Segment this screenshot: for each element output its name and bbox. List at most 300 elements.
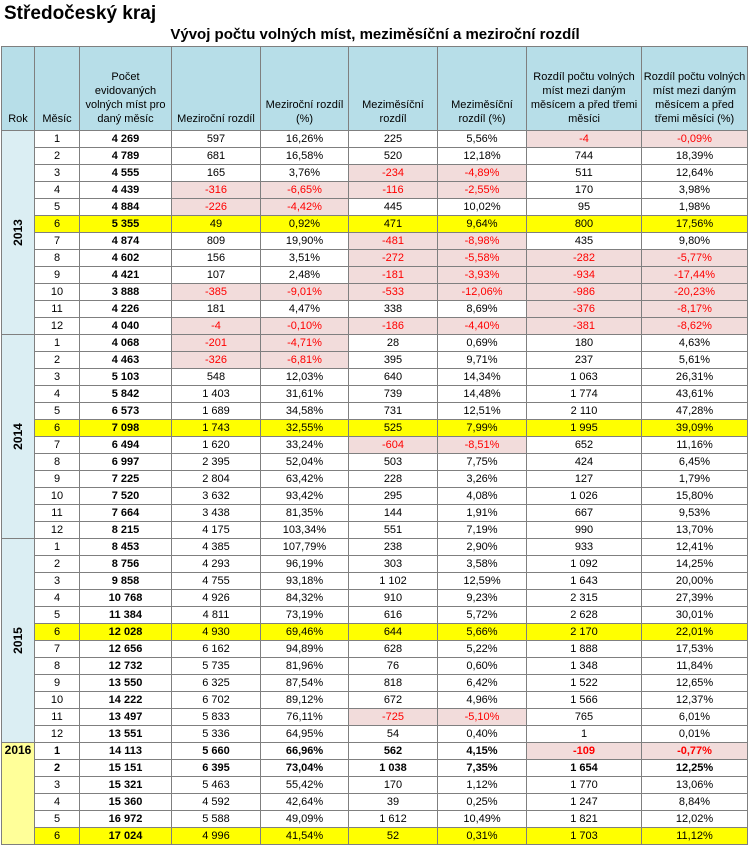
cell-yoy: 49 [172,216,261,233]
cell-yoy-pct: 73,04% [261,760,349,777]
table-row [2,403,748,420]
cell-month: 12 [35,522,80,539]
cell-mom-pct: 1,12% [438,777,527,794]
cell-yoy-pct: -4,42% [261,199,349,216]
cell-count: 4 439 [80,182,172,199]
cell-diff3: 2 110 [527,403,642,420]
cell-count: 11 384 [80,607,172,624]
cell-yoy: 809 [172,233,261,250]
table-row [2,369,748,386]
cell-yoy-pct: -6,65% [261,182,349,199]
cell-yoy-pct: 81,96% [261,658,349,675]
cell-yoy: 156 [172,250,261,267]
cell-mom-pct: 9,71% [438,352,527,369]
cell-mom: 739 [349,386,438,403]
cell-yoy-pct: -6,81% [261,352,349,369]
cell-diff3: 1 566 [527,692,642,709]
cell-yoy-pct: 93,42% [261,488,349,505]
table-row [2,267,748,284]
cell-month: 8 [35,454,80,471]
cell-yoy: 165 [172,165,261,182]
table-row [2,131,748,148]
cell-mom: 295 [349,488,438,505]
cell-mom: 54 [349,726,438,743]
cell-month: 6 [35,828,80,845]
table-row [2,811,748,828]
table-row [2,624,748,641]
cell-mom: 520 [349,148,438,165]
table-body [2,131,748,845]
header-mezimes: Meziměsíční rozdíl [349,47,438,131]
cell-mom: 818 [349,675,438,692]
cell-mom-pct: 0,31% [438,828,527,845]
cell-mom: 525 [349,420,438,437]
cell-mom-pct: 9,64% [438,216,527,233]
cell-mom: -533 [349,284,438,301]
cell-yoy: 6 162 [172,641,261,658]
cell-mom: 551 [349,522,438,539]
cell-diff3-pct: 11,16% [642,437,748,454]
cell-month: 6 [35,420,80,437]
cell-diff3-pct: -8,62% [642,318,748,335]
vacancies-table [1,46,748,845]
cell-mom-pct: 1,91% [438,505,527,522]
cell-month: 2 [35,148,80,165]
header-mesic: Měsíc [35,47,80,131]
cell-yoy: -4 [172,318,261,335]
cell-month: 12 [35,318,80,335]
cell-mom-pct: 5,66% [438,624,527,641]
cell-count: 13 551 [80,726,172,743]
cell-diff3: 424 [527,454,642,471]
cell-mom: -725 [349,709,438,726]
cell-mom: -604 [349,437,438,454]
cell-mom: 672 [349,692,438,709]
cell-count: 12 028 [80,624,172,641]
cell-count: 12 656 [80,641,172,658]
cell-count: 14 222 [80,692,172,709]
cell-count: 5 103 [80,369,172,386]
cell-mom-pct: -4,40% [438,318,527,335]
cell-mom: 39 [349,794,438,811]
cell-month: 1 [35,131,80,148]
cell-mom: 76 [349,658,438,675]
cell-diff3-pct: -8,17% [642,301,748,318]
cell-count: 8 756 [80,556,172,573]
cell-yoy: -316 [172,182,261,199]
cell-mom-pct: 12,59% [438,573,527,590]
cell-mom: 471 [349,216,438,233]
cell-diff3-pct: 12,64% [642,165,748,182]
cell-diff3-pct: 47,28% [642,403,748,420]
cell-diff3-pct: 15,80% [642,488,748,505]
cell-diff3: -109 [527,743,642,760]
cell-diff3-pct: 17,56% [642,216,748,233]
cell-count: 15 360 [80,794,172,811]
cell-month: 9 [35,675,80,692]
cell-diff3: 667 [527,505,642,522]
table-row [2,454,748,471]
table-row [2,675,748,692]
cell-mom-pct: 10,02% [438,199,527,216]
cell-yoy: 3 632 [172,488,261,505]
cell-diff3: 1 026 [527,488,642,505]
cell-mom-pct: 3,58% [438,556,527,573]
cell-count: 4 789 [80,148,172,165]
cell-yoy-pct: 81,35% [261,505,349,522]
cell-yoy-pct: 84,32% [261,590,349,607]
cell-month: 5 [35,607,80,624]
cell-diff3-pct: 39,09% [642,420,748,437]
year-cell [2,539,35,743]
cell-month: 10 [35,692,80,709]
cell-mom: -234 [349,165,438,182]
cell-yoy: 4 592 [172,794,261,811]
cell-yoy-pct: 42,64% [261,794,349,811]
year-label: 2014 [10,423,25,450]
cell-mom-pct: -4,89% [438,165,527,182]
cell-yoy: 548 [172,369,261,386]
cell-mom-pct: 4,08% [438,488,527,505]
cell-yoy: 4 755 [172,573,261,590]
cell-yoy: 4 926 [172,590,261,607]
cell-mom: 52 [349,828,438,845]
cell-month: 5 [35,199,80,216]
cell-count: 4 463 [80,352,172,369]
header-meziroc-pct: Meziroční rozdíl (%) [261,47,349,131]
cell-diff3: 127 [527,471,642,488]
cell-mom: -481 [349,233,438,250]
cell-mom-pct: -12,06% [438,284,527,301]
cell-yoy-pct: 16,26% [261,131,349,148]
cell-diff3: 744 [527,148,642,165]
cell-diff3-pct: 8,84% [642,794,748,811]
cell-count: 10 768 [80,590,172,607]
table-row [2,794,748,811]
cell-diff3-pct: 1,98% [642,199,748,216]
cell-diff3: 435 [527,233,642,250]
cell-mom-pct: 4,96% [438,692,527,709]
cell-diff3: 1 643 [527,573,642,590]
cell-diff3: 765 [527,709,642,726]
cell-month: 9 [35,267,80,284]
cell-diff3: 1 703 [527,828,642,845]
cell-diff3: 800 [527,216,642,233]
cell-yoy-pct: 73,19% [261,607,349,624]
cell-diff3-pct: 0,01% [642,726,748,743]
cell-month: 5 [35,811,80,828]
table-row [2,556,748,573]
cell-mom-pct: 14,48% [438,386,527,403]
cell-month: 2 [35,760,80,777]
table-row [2,692,748,709]
cell-diff3: 933 [527,539,642,556]
cell-mom-pct: 5,56% [438,131,527,148]
cell-count: 5 355 [80,216,172,233]
cell-yoy: 1 743 [172,420,261,437]
cell-yoy-pct: 76,11% [261,709,349,726]
cell-month: 3 [35,165,80,182]
header-pocet: Počet evidovaných volných míst pro daný měsíc [80,47,172,131]
header-rozdil3: Rozdíl počtu volných míst mezi daným měsícem a před třemi měsíci [527,47,642,131]
cell-mom-pct: 7,99% [438,420,527,437]
cell-count: 6 573 [80,403,172,420]
cell-diff3-pct: 11,12% [642,828,748,845]
cell-diff3-pct: 27,39% [642,590,748,607]
table-row [2,165,748,182]
cell-yoy-pct: 3,76% [261,165,349,182]
cell-yoy: 5 336 [172,726,261,743]
table-row [2,658,748,675]
table-row [2,250,748,267]
cell-diff3: 1 995 [527,420,642,437]
cell-mom: 1 038 [349,760,438,777]
cell-diff3-pct: 14,25% [642,556,748,573]
cell-diff3-pct: 9,53% [642,505,748,522]
header-mezimes-pct: Meziměsíční rozdíl (%) [438,47,527,131]
cell-count: 4 602 [80,250,172,267]
cell-yoy: 5 735 [172,658,261,675]
year-cell [2,131,35,335]
cell-yoy-pct: 52,04% [261,454,349,471]
cell-mom-pct: 7,35% [438,760,527,777]
cell-count: 15 151 [80,760,172,777]
cell-count: 6 494 [80,437,172,454]
cell-diff3: 2 628 [527,607,642,624]
cell-diff3-pct: -17,44% [642,267,748,284]
cell-mom-pct: 12,18% [438,148,527,165]
cell-yoy: 4 293 [172,556,261,573]
cell-month: 6 [35,216,80,233]
table-row [2,216,748,233]
cell-month: 7 [35,437,80,454]
cell-mom-pct: 9,23% [438,590,527,607]
cell-count: 5 842 [80,386,172,403]
year-label: 2013 [10,219,25,246]
cell-mom-pct: -5,58% [438,250,527,267]
table-row [2,284,748,301]
cell-yoy: 5 588 [172,811,261,828]
cell-mom: 170 [349,777,438,794]
cell-yoy: 4 385 [172,539,261,556]
cell-month: 6 [35,624,80,641]
cell-diff3-pct: 26,31% [642,369,748,386]
cell-yoy-pct: 0,92% [261,216,349,233]
cell-diff3: 1 [527,726,642,743]
cell-yoy: 6 702 [172,692,261,709]
cell-yoy: 5 660 [172,743,261,760]
cell-count: 12 732 [80,658,172,675]
cell-count: 8 215 [80,522,172,539]
cell-mom-pct: 0,40% [438,726,527,743]
cell-diff3-pct: 12,37% [642,692,748,709]
cell-yoy-pct: 87,54% [261,675,349,692]
cell-mom-pct: 2,90% [438,539,527,556]
cell-mom: 503 [349,454,438,471]
cell-diff3-pct: 12,02% [642,811,748,828]
table-row [2,233,748,250]
cell-diff3-pct: 12,65% [642,675,748,692]
cell-month: 4 [35,794,80,811]
cell-diff3-pct: 4,63% [642,335,748,352]
header-meziroc: Meziroční rozdíl [172,47,261,131]
cell-count: 3 888 [80,284,172,301]
cell-diff3: 2 315 [527,590,642,607]
cell-diff3: 511 [527,165,642,182]
cell-mom-pct: 4,15% [438,743,527,760]
cell-diff3-pct: 13,06% [642,777,748,794]
cell-count: 7 098 [80,420,172,437]
cell-mom-pct: -3,93% [438,267,527,284]
cell-yoy: -201 [172,335,261,352]
table-row [2,726,748,743]
cell-yoy-pct: 89,12% [261,692,349,709]
cell-count: 16 972 [80,811,172,828]
table-subtitle: Vývoj počtu volných míst, meziměsíční a meziroční rozdíl [170,26,580,43]
table-row [2,386,748,403]
table-row [2,777,748,794]
cell-mom: 1 612 [349,811,438,828]
cell-yoy-pct: -0,10% [261,318,349,335]
table-row [2,318,748,335]
cell-diff3-pct: -0,77% [642,743,748,760]
cell-mom: 910 [349,590,438,607]
cell-month: 4 [35,590,80,607]
cell-diff3: 1 770 [527,777,642,794]
cell-yoy: 1 689 [172,403,261,420]
cell-diff3-pct: 1,79% [642,471,748,488]
table-row [2,522,748,539]
cell-diff3-pct: -5,77% [642,250,748,267]
cell-count: 15 321 [80,777,172,794]
cell-count: 4 226 [80,301,172,318]
cell-count: 17 024 [80,828,172,845]
cell-month: 1 [35,335,80,352]
cell-diff3: -934 [527,267,642,284]
cell-mom: 303 [349,556,438,573]
cell-mom-pct: 7,19% [438,522,527,539]
cell-diff3: -282 [527,250,642,267]
cell-diff3-pct: -0,09% [642,131,748,148]
cell-diff3: 1 063 [527,369,642,386]
cell-count: 4 874 [80,233,172,250]
cell-month: 11 [35,301,80,318]
cell-diff3: 1 888 [527,641,642,658]
cell-yoy-pct: 32,55% [261,420,349,437]
cell-yoy-pct: 66,96% [261,743,349,760]
cell-yoy-pct: 64,95% [261,726,349,743]
cell-diff3: 2 170 [527,624,642,641]
cell-month: 5 [35,403,80,420]
cell-yoy-pct: 94,89% [261,641,349,658]
table-row [2,488,748,505]
cell-yoy: -326 [172,352,261,369]
table-row [2,182,748,199]
cell-count: 7 664 [80,505,172,522]
cell-yoy: 3 438 [172,505,261,522]
cell-count: 4 040 [80,318,172,335]
cell-yoy: 5 833 [172,709,261,726]
cell-yoy: 4 811 [172,607,261,624]
cell-yoy: 4 175 [172,522,261,539]
cell-mom: 628 [349,641,438,658]
cell-yoy-pct: 3,51% [261,250,349,267]
cell-diff3: 1 247 [527,794,642,811]
cell-mom-pct: -2,55% [438,182,527,199]
cell-yoy: 5 463 [172,777,261,794]
cell-count: 4 421 [80,267,172,284]
cell-diff3-pct: 3,98% [642,182,748,199]
cell-yoy: 4 930 [172,624,261,641]
cell-mom-pct: -5,10% [438,709,527,726]
cell-month: 4 [35,182,80,199]
cell-mom-pct: 0,60% [438,658,527,675]
cell-mom-pct: 0,25% [438,794,527,811]
cell-mom: 445 [349,199,438,216]
cell-yoy-pct: 2,48% [261,267,349,284]
table-row [2,301,748,318]
cell-month: 2 [35,556,80,573]
cell-diff3: 1 654 [527,760,642,777]
table-row [2,437,748,454]
cell-diff3-pct: 6,45% [642,454,748,471]
cell-yoy-pct: -9,01% [261,284,349,301]
cell-yoy-pct: 93,18% [261,573,349,590]
table-row [2,607,748,624]
cell-count: 7 520 [80,488,172,505]
cell-diff3-pct: 12,41% [642,539,748,556]
cell-mom: 640 [349,369,438,386]
cell-mom: 1 102 [349,573,438,590]
cell-yoy-pct: 96,19% [261,556,349,573]
table-row [2,420,748,437]
cell-mom: 395 [349,352,438,369]
table-row [2,760,748,777]
cell-month: 12 [35,726,80,743]
cell-diff3: -381 [527,318,642,335]
cell-yoy: 597 [172,131,261,148]
cell-month: 1 [35,539,80,556]
cell-mom-pct: 5,22% [438,641,527,658]
cell-mom: 228 [349,471,438,488]
cell-month: 9 [35,471,80,488]
cell-yoy-pct: 41,54% [261,828,349,845]
cell-yoy: -385 [172,284,261,301]
cell-diff3: 1 092 [527,556,642,573]
cell-yoy-pct: 107,79% [261,539,349,556]
cell-mom: -181 [349,267,438,284]
table-row [2,539,748,556]
cell-diff3: 1 348 [527,658,642,675]
header-rok: Rok [2,47,35,131]
cell-yoy: 181 [172,301,261,318]
cell-month: 11 [35,505,80,522]
cell-diff3-pct: 22,01% [642,624,748,641]
cell-mom: 644 [349,624,438,641]
cell-mom-pct: 6,42% [438,675,527,692]
cell-yoy: 4 996 [172,828,261,845]
cell-mom-pct: 7,75% [438,454,527,471]
cell-count: 13 497 [80,709,172,726]
cell-yoy-pct: 69,46% [261,624,349,641]
cell-yoy: -226 [172,199,261,216]
cell-yoy: 6 325 [172,675,261,692]
cell-count: 4 555 [80,165,172,182]
table-row [2,199,748,216]
table-row [2,709,748,726]
cell-diff3-pct: 30,01% [642,607,748,624]
cell-diff3-pct: 17,53% [642,641,748,658]
